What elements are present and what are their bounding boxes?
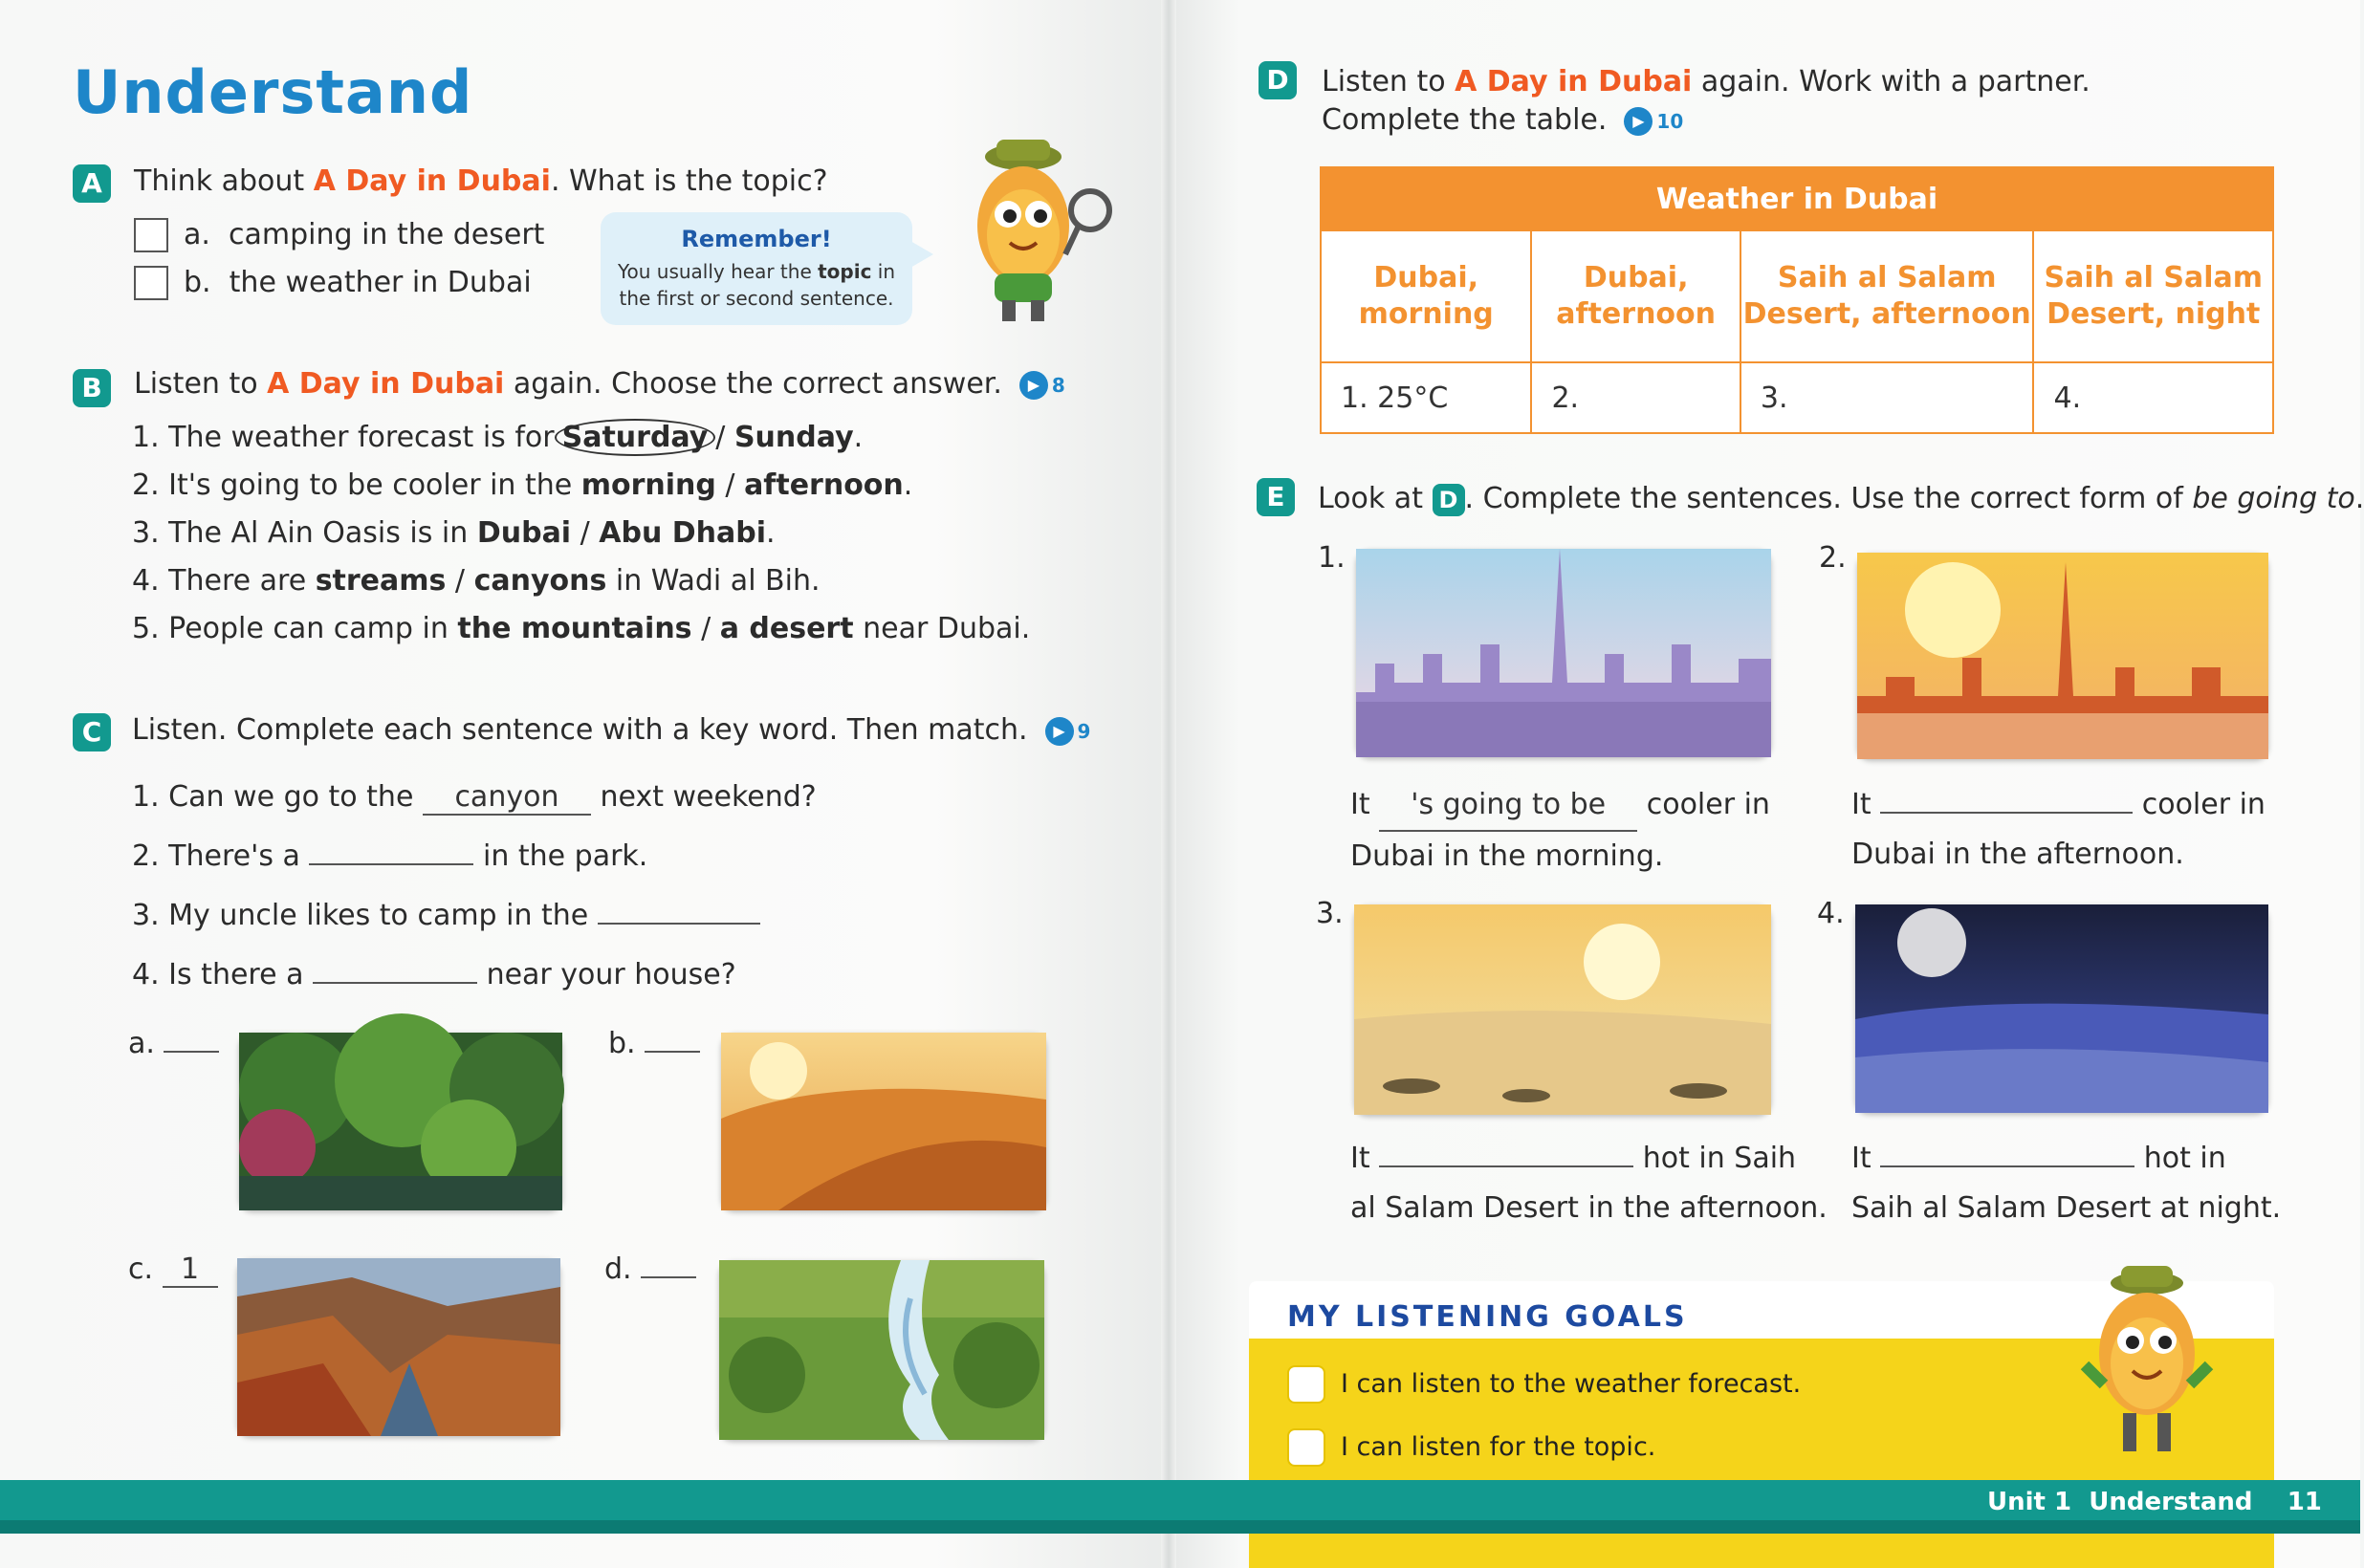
option-letter: b. xyxy=(184,266,211,299)
answer-blank[interactable] xyxy=(1880,1165,2134,1167)
item-post: near your house? xyxy=(486,958,736,991)
match-blank[interactable] xyxy=(645,1051,700,1053)
choice-separator: / xyxy=(715,468,745,502)
goal-checkbox[interactable] xyxy=(1287,1365,1325,1404)
section-c-badge: C xyxy=(73,713,111,751)
item-post: next weekend? xyxy=(600,780,817,814)
choice-item-2 xyxy=(132,468,912,502)
remember-title: Remember! xyxy=(681,226,832,252)
item-post: in the park. xyxy=(483,839,648,873)
choice-item-5 xyxy=(132,612,1030,645)
item-number: 1. xyxy=(132,780,160,814)
footer-unit: Unit 1 xyxy=(1987,1488,2072,1516)
remember-text xyxy=(601,258,912,312)
photo-letter: c. xyxy=(128,1252,154,1286)
item-text: It's going to be cooler in the xyxy=(168,468,581,502)
choice-separator: / xyxy=(571,516,600,550)
section-c-instruction xyxy=(132,713,1090,747)
choice-b[interactable]: a desert xyxy=(719,612,854,645)
sentence-4 xyxy=(1851,1134,2281,1233)
audio-track-number: 8 xyxy=(1051,373,1065,397)
choice-a[interactable]: streams xyxy=(315,564,447,598)
table-cell[interactable]: 3. xyxy=(1740,362,2034,433)
book-spine xyxy=(1161,0,1176,1568)
item-text: Is there a xyxy=(168,958,304,991)
sentence-line2: Dubai in the morning. xyxy=(1350,839,1664,873)
option-a xyxy=(184,218,544,251)
section-e-post: . Complete the sentences. Use the correct form of xyxy=(1464,482,2193,515)
remember-line1-pre: You usually hear the xyxy=(617,260,819,283)
sentence-line2: al Salam Desert in the afternoon. xyxy=(1350,1191,1828,1225)
story-title: A Day in Dubai xyxy=(313,164,551,198)
photo-desert-afternoon xyxy=(1354,904,1771,1115)
choice-b[interactable]: canyons xyxy=(473,564,607,598)
photo-dubai-morning xyxy=(1356,549,1771,757)
answer-blank[interactable] xyxy=(309,863,473,865)
story-title: A Day in Dubai xyxy=(267,367,505,401)
remember-callout xyxy=(601,212,912,325)
remember-topic-word: topic xyxy=(818,260,872,283)
section-b-badge: B xyxy=(73,369,111,407)
item-text: People can camp in xyxy=(168,612,458,645)
item-number: 3. xyxy=(132,516,160,550)
item-number: 2. xyxy=(132,468,160,502)
section-e-instruction xyxy=(1318,482,2364,516)
section-d-instruction xyxy=(1322,65,2090,98)
table-column-header: Saih al Salam Desert, afternoon xyxy=(1740,230,2034,362)
story-title: A Day in Dubai xyxy=(1455,65,1693,98)
goal-checkbox[interactable] xyxy=(1287,1428,1325,1467)
section-d-post: again. Work with a partner. xyxy=(1692,65,2090,98)
photo-c-label xyxy=(128,1252,218,1288)
sentence-end: hot in xyxy=(2143,1142,2226,1175)
photo-canyon xyxy=(237,1258,560,1436)
answer-blank[interactable] xyxy=(1880,812,2133,814)
item-text: The weather forecast is for xyxy=(168,421,555,454)
page-number: 11 xyxy=(2287,1488,2322,1516)
item-post: near Dubai. xyxy=(853,612,1031,645)
section-c-text: Listen. Complete each sentence with a key word. Then match. xyxy=(132,713,1028,747)
picture-number: 3. xyxy=(1316,897,1344,930)
fill-item-4 xyxy=(132,958,736,991)
section-a-instruction xyxy=(134,164,828,198)
section-d-badge: D xyxy=(1259,61,1297,99)
sentence-end: hot in Saih xyxy=(1642,1142,1797,1175)
sentence-start: It xyxy=(1350,788,1370,821)
table-column-header: Dubai, morning xyxy=(1321,230,1531,362)
item-number: 2. xyxy=(132,839,160,873)
picture-number: 2. xyxy=(1819,541,1847,575)
photo-a-label xyxy=(128,1027,219,1060)
section-b-instruction xyxy=(134,367,1065,401)
fill-item-2 xyxy=(132,839,647,873)
choice-item-4 xyxy=(132,564,821,598)
sentence-end: cooler in xyxy=(2141,788,2266,821)
audio-track-icon[interactable]: ▶ xyxy=(1019,371,1048,400)
option-a-checkbox[interactable] xyxy=(134,218,168,252)
picture-number: 4. xyxy=(1817,897,1845,930)
choice-item-1 xyxy=(132,421,863,454)
answer-blank[interactable] xyxy=(313,982,477,984)
section-a-badge: A xyxy=(73,164,111,203)
choice-b[interactable]: Abu Dhabi xyxy=(599,516,767,550)
section-d-pre: Listen to xyxy=(1322,65,1456,98)
footer-section: Understand xyxy=(2089,1488,2253,1516)
table-cell[interactable]: 2. xyxy=(1531,362,1740,433)
item-post: . xyxy=(853,421,864,454)
sentence-start: It xyxy=(1350,1142,1370,1175)
right-footer xyxy=(1987,1488,2322,1516)
match-blank[interactable] xyxy=(641,1276,696,1278)
audio-track-icon[interactable]: ▶ xyxy=(1045,717,1074,746)
match-blank[interactable]: 1 xyxy=(163,1252,218,1288)
item-number: 3. xyxy=(132,899,160,932)
answer-blank[interactable]: 's going to be xyxy=(1379,780,1637,832)
choice-a-circled[interactable]: Saturday xyxy=(555,419,716,456)
section-a-post: . What is the topic? xyxy=(550,164,828,198)
item-post: . xyxy=(766,516,776,550)
section-d-line2: Complete the table. xyxy=(1322,103,1608,137)
goal-item: I can listen to the weather forecast. xyxy=(1341,1369,1802,1399)
sentence-line2: Dubai in the afternoon. xyxy=(1851,838,2184,871)
picture-number: 1. xyxy=(1318,541,1346,575)
sentence-3 xyxy=(1350,1134,1828,1233)
item-text: Can we go to the xyxy=(168,780,414,814)
table-cell[interactable]: 4. xyxy=(2033,362,2273,433)
audio-track-number: 9 xyxy=(1077,719,1091,743)
item-number: 1. xyxy=(132,421,160,454)
table-cell[interactable]: 1. 25°C xyxy=(1321,362,1531,433)
answer-blank[interactable] xyxy=(1379,1165,1633,1167)
option-b-checkbox[interactable] xyxy=(134,266,168,300)
remember-line2: the first or second sentence. xyxy=(619,287,894,310)
item-number: 5. xyxy=(132,612,160,645)
mascot-character-icon xyxy=(947,130,1119,331)
choice-b[interactable]: afternoon xyxy=(744,468,904,502)
sentence-start: It xyxy=(1851,1142,1872,1175)
option-text: camping in the desert xyxy=(229,218,545,251)
weather-table xyxy=(1320,166,2274,434)
choice-a[interactable]: Dubai xyxy=(476,516,572,550)
option-b xyxy=(184,266,532,299)
photo-forest xyxy=(239,1033,562,1210)
item-number: 4. xyxy=(132,564,160,598)
section-d-instruction-line2 xyxy=(1322,103,1683,137)
photo-desert xyxy=(721,1033,1046,1210)
footer-stripe xyxy=(0,1520,2360,1534)
choice-separator: / xyxy=(446,564,474,598)
choice-separator: / xyxy=(691,612,720,645)
answer-blank[interactable]: canyon xyxy=(423,780,591,816)
sentence-end: cooler in xyxy=(1646,788,1770,821)
goals-title: MY LISTENING GOALS xyxy=(1287,1300,1688,1334)
audio-track-number: 10 xyxy=(1656,109,1684,133)
item-text: There's a xyxy=(168,839,300,873)
photo-b-label xyxy=(608,1027,700,1060)
choice-a[interactable]: the mountains xyxy=(457,612,692,645)
photo-letter: d. xyxy=(604,1252,632,1286)
table-column-header: Saih al Salam Desert, night xyxy=(2033,230,2273,362)
sentence-1 xyxy=(1350,780,1770,882)
section-b-pre: Listen to xyxy=(134,367,268,401)
goal-item: I can listen for the topic. xyxy=(1341,1432,1656,1462)
item-number: 4. xyxy=(132,958,160,991)
fill-item-3 xyxy=(132,899,760,932)
choice-b[interactable]: Sunday xyxy=(733,421,854,454)
photo-dubai-afternoon xyxy=(1857,553,2268,759)
page-title: Understand xyxy=(73,57,473,127)
sentence-2 xyxy=(1851,780,2266,880)
item-text: The Al Ain Oasis is in xyxy=(168,516,477,550)
section-a-pre: Think about xyxy=(134,164,314,198)
table-column-header: Dubai, afternoon xyxy=(1531,230,1740,362)
match-blank[interactable] xyxy=(164,1051,219,1053)
answer-blank[interactable] xyxy=(598,923,760,925)
photo-letter: b. xyxy=(608,1027,636,1060)
mascot-character-icon xyxy=(2066,1260,2228,1470)
fill-item-1 xyxy=(132,780,817,816)
item-text: There are xyxy=(168,564,316,598)
section-e-badge: E xyxy=(1257,478,1295,516)
remember-line1-post: in xyxy=(871,260,896,283)
item-text: My uncle likes to camp in the xyxy=(168,899,589,932)
photo-letter: a. xyxy=(128,1027,155,1060)
photo-desert-night xyxy=(1855,904,2268,1113)
section-e-pre: Look at xyxy=(1318,482,1433,515)
sentence-line2: Saih al Salam Desert at night. xyxy=(1851,1191,2282,1225)
section-b-post: again. Choose the correct answer. xyxy=(504,367,1002,401)
audio-track-icon[interactable]: ▶ xyxy=(1624,107,1653,136)
choice-separator: / xyxy=(715,421,734,454)
choice-item-3 xyxy=(132,516,776,550)
photo-stream xyxy=(719,1260,1044,1440)
photo-d-label xyxy=(604,1252,696,1286)
item-post: . xyxy=(903,468,913,502)
item-post: in Wadi al Bih. xyxy=(606,564,821,598)
section-e-end: . xyxy=(2354,482,2364,515)
choice-a[interactable]: morning xyxy=(580,468,716,502)
option-letter: a. xyxy=(184,218,210,251)
option-text: the weather in Dubai xyxy=(229,266,532,299)
table-title: Weather in Dubai xyxy=(1321,167,2273,230)
section-d-reference-badge: D xyxy=(1433,484,1465,516)
sentence-start: It xyxy=(1851,788,1872,821)
grammar-term: be going to xyxy=(2192,482,2355,515)
